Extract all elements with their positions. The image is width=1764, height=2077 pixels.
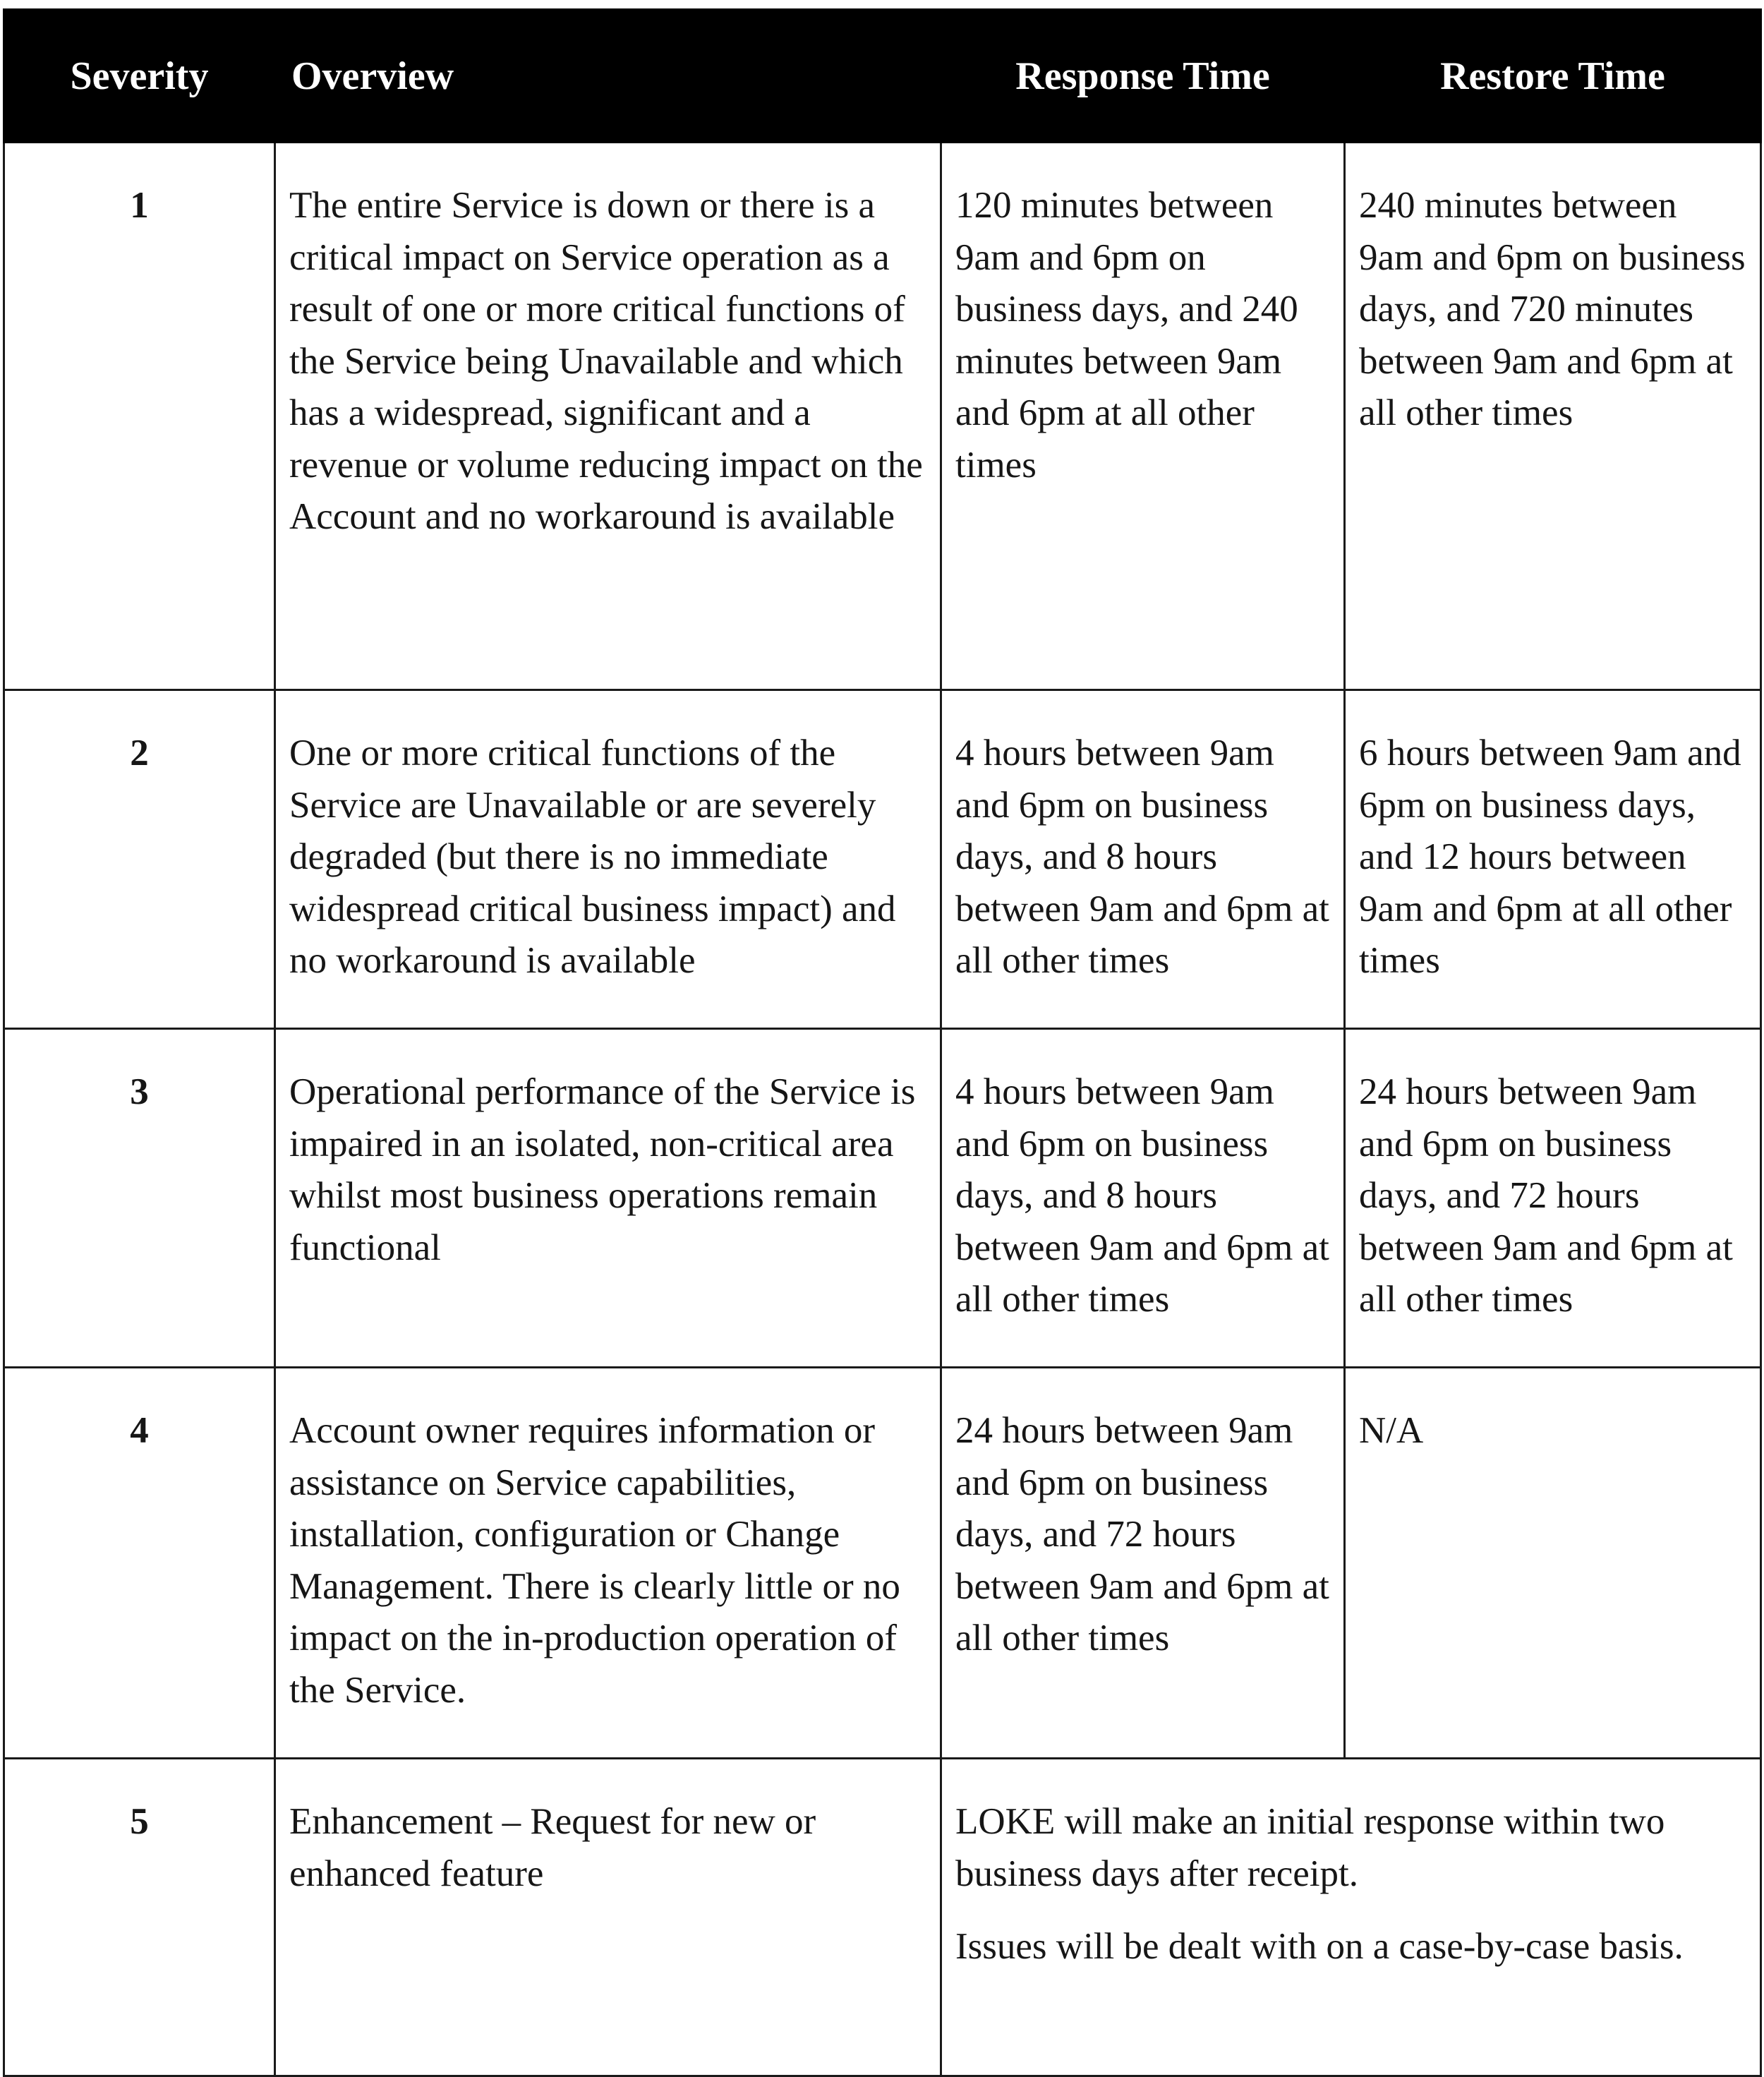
header-restore-time: Restore Time bbox=[1345, 10, 1761, 143]
table-row bbox=[4, 1368, 1761, 1759]
overview-cell: Account owner requires information or assistance on Service capabilities, installation, configuration or Change Management. There is clearly little or no impact on the in-production operation of the Service. bbox=[275, 1368, 941, 1759]
response-time-cell: 4 hours between 9am and 6pm on business days, and 8 hours between 9am and 6pm at all other times bbox=[941, 690, 1345, 1029]
table-header bbox=[4, 10, 1761, 143]
overview-cell: Enhancement – Request for new or enhanced feature bbox=[275, 1759, 941, 2076]
severity-cell bbox=[4, 690, 275, 1029]
table-row bbox=[4, 1029, 1761, 1368]
restore-time-cell: 24 hours between 9am and 6pm on business days, and 72 hours between 9am and 6pm at all other times bbox=[1345, 1029, 1761, 1368]
overview-cell: Operational performance of the Service is impaired in an isolated, non-critical area whilst most business operations remain functional bbox=[275, 1029, 941, 1368]
combined-time-paragraph: LOKE will make an initial response within two business days after receipt. bbox=[955, 1801, 1665, 1894]
restore-time-cell: N/A bbox=[1345, 1368, 1761, 1759]
severity-value: 3 bbox=[130, 1071, 149, 1112]
severity-value: 1 bbox=[130, 185, 149, 226]
response-time-cell: 120 minutes between 9am and 6pm on business days, and 240 minutes between 9am and 6pm at all other times bbox=[941, 143, 1345, 690]
overview-cell: One or more critical functions of the Service are Unavailable or are severely degraded (but there is no immediate widespread critical business impact) and no workaround is available bbox=[275, 690, 941, 1029]
severity-value: 2 bbox=[130, 733, 149, 773]
response-time-cell: 24 hours between 9am and 6pm on business days, and 72 hours between 9am and 6pm at all other times bbox=[941, 1368, 1345, 1759]
overview-cell: The entire Service is down or there is a critical impact on Service operation as a result of one or more critical functions of the Service being Unavailable and which has a widespread, significant and a revenue or volume reducing impact on the Account and no workaround is available bbox=[275, 143, 941, 690]
severity-value: 4 bbox=[130, 1410, 149, 1451]
table-body bbox=[4, 143, 1761, 2076]
table-row bbox=[4, 143, 1761, 690]
table-row bbox=[4, 690, 1761, 1029]
restore-time-cell: 240 minutes between 9am and 6pm on business days, and 720 minutes between 9am and 6pm at all other times bbox=[1345, 143, 1761, 690]
header-row bbox=[4, 10, 1761, 143]
combined-time-cell bbox=[941, 1759, 1761, 2076]
header-severity: Severity bbox=[4, 10, 275, 143]
severity-cell bbox=[4, 1368, 275, 1759]
severity-cell bbox=[4, 1029, 275, 1368]
header-response-time: Response Time bbox=[941, 10, 1345, 143]
severity-sla-table bbox=[3, 8, 1762, 2077]
severity-value: 5 bbox=[130, 1801, 149, 1842]
combined-time-paragraph: Issues will be dealt with on a case-by-case basis. bbox=[955, 1926, 1684, 1967]
header-overview: Overview bbox=[275, 10, 941, 143]
table-row bbox=[4, 1759, 1761, 2076]
restore-time-cell: 6 hours between 9am and 6pm on business days, and 12 hours between 9am and 6pm at all other times bbox=[1345, 690, 1761, 1029]
response-time-cell: 4 hours between 9am and 6pm on business days, and 8 hours between 9am and 6pm at all other times bbox=[941, 1029, 1345, 1368]
severity-cell bbox=[4, 1759, 275, 2076]
severity-cell bbox=[4, 143, 275, 690]
